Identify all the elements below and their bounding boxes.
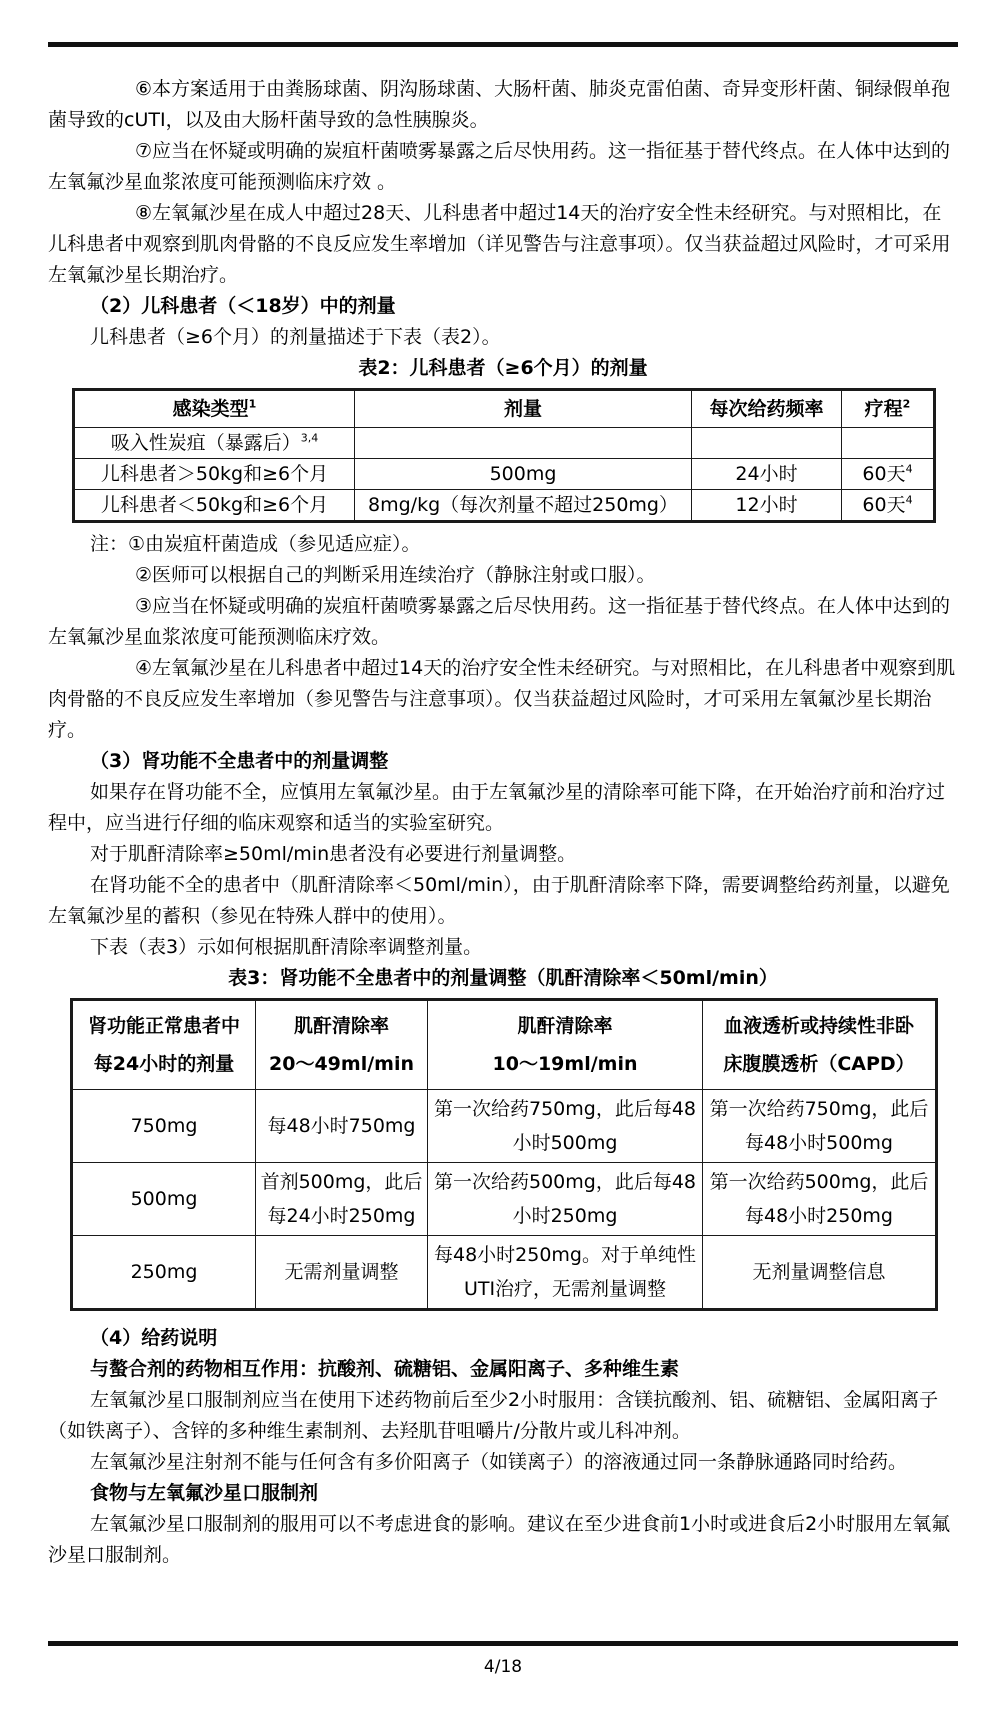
table-cell: 500mg [72,1163,256,1236]
cell-text: 8mg/kg（每次剂量不超过250mg） [368,493,678,516]
table-cell [355,428,692,459]
table-cell: 第一次给药500mg，此后每48小时250mg [428,1163,703,1236]
cell-line: 床腹膜透析（CAPD） [723,1053,915,1075]
cell-superscript: 1 [248,397,257,411]
table3-title: 表3：肾功能不全患者中的剂量调整（肌酐清除率＜50ml/min） [228,967,778,989]
table-cell: 每48小时750mg [256,1090,428,1163]
cell-line: 血液透析或持续性非卧 [723,1015,914,1037]
table-cell [692,490,842,522]
cell-text: 吸入性炭疽（暴露后） [110,431,301,454]
table-renal-dose-adjustment [70,998,938,1311]
heading-pediatric-dosage: （2）儿科患者（＜18岁）中的剂量 [90,295,396,317]
table-cell: 第一次给药750mg，此后每48小时500mg [428,1090,703,1163]
heading-administration: （4）给药说明 [90,1327,218,1349]
cell-text: 12小时 [735,493,798,516]
table-cell [703,1000,937,1090]
table-cell: 第一次给药750mg，此后每48小时500mg [703,1090,937,1163]
paragraph-admin-2: 左氧氟沙星注射剂不能与任何含有多价阳离子（如镁离子）的溶液通过同一条静脉通路同时给药。 [90,1451,908,1473]
table-cell [355,459,692,490]
table2-note-3: ③应当在怀疑或明确的炭疽杆菌喷雾暴露之后尽快用药。这一指征基于替代终点。在人体中达到的左氧氟沙星血浆浓度可能预测临床疗效。 [48,595,951,648]
table-row [74,428,935,459]
cell-text: 剂量 [503,397,542,420]
table-cell: 首剂500mg，此后每24小时250mg [256,1163,428,1236]
paragraph-renal-3: 在肾功能不全的患者中（肌酐清除率＜50ml/min），由于肌酐清除率下降，需要调整给药剂量，以避免左氧氟沙星的蓄积（参见在特殊人群中的使用）。 [48,874,950,927]
table-row [72,1236,937,1310]
cell-text: 儿科患者＜50kg和≥6个月 [100,493,329,516]
cell-text: 每次给药频率 [709,397,824,420]
table-header-row [74,390,935,428]
cell-text: 24小时 [735,462,798,485]
cell-text: 60天 [862,493,906,516]
table-cell: 第一次给药500mg，此后每48小时250mg [703,1163,937,1236]
table-cell: 每48小时250mg。对于单纯性UTI治疗，无需剂量调整 [428,1236,703,1310]
table-row [72,1090,937,1163]
table-header-row [72,1000,937,1090]
paragraph-item-6: ⑥本方案适用于由粪肠球菌、阴沟肠球菌、大肠杆菌、肺炎克雷伯菌、奇异变形杆菌、铜绿假单孢菌导致的cUTI，以及由大肠杆菌导致的急性胰腺炎。 [48,78,951,131]
table-cell [355,390,692,428]
cell-line: 每24小时的剂量 [93,1053,235,1075]
paragraph-pediatric-intro: 儿科患者（≥6个月）的剂量描述于下表（表2）。 [90,326,501,348]
table-cell: 250mg [72,1236,256,1310]
cell-line: 20～49ml/min [269,1053,414,1075]
table-cell: 无需剂量调整 [256,1236,428,1310]
paragraph-renal-1: 如果存在肾功能不全，应慎用左氧氟沙星。由于左氧氟沙星的清除率可能下降，在开始治疗前和治疗过程中，应当进行仔细的临床观察和适当的实验室研究。 [48,781,946,834]
cell-superscript: 3,4 [300,431,319,445]
table2-note-1: 注：①由炭疽杆菌造成（参见适应症）。 [90,533,421,555]
cell-superscript: 4 [905,462,913,476]
cell-text: 60天 [862,462,906,485]
cell-text: 500mg [489,462,557,485]
cell-superscript: 2 [902,397,911,411]
table-cell [842,490,935,522]
table-cell [428,1000,703,1090]
table-cell [256,1000,428,1090]
paragraph-item-7: ⑦应当在怀疑或明确的炭疽杆菌喷雾暴露之后尽快用药。这一指征基于替代终点。在人体中达到的左氧氟沙星血浆浓度可能预测临床疗效 。 [48,140,951,193]
heading-food-interaction: 食物与左氧氟沙星口服制剂 [90,1482,319,1504]
table-cell [692,390,842,428]
table-cell [692,428,842,459]
cell-line: 10～19ml/min [492,1053,638,1075]
table-cell [74,459,355,490]
cell-line: 肌酐清除率 [293,1015,389,1037]
paragraph-admin-1: 左氧氟沙星口服制剂应当在使用下述药物前后至少2小时服用：含镁抗酸剂、铝、硫糖铝、金属阳离子（如铁离子）、含锌的多种维生素制剂、去羟肌苷咀嚼片/分散片或儿科冲剂。 [48,1389,939,1442]
heading-renal-adjustment: （3）肾功能不全患者中的剂量调整 [90,750,389,772]
cell-text: 儿科患者＞50kg和≥6个月 [100,462,329,485]
bottom-rule [48,1641,958,1646]
cell-text: 疗程 [864,397,903,420]
table-cell: 750mg [72,1090,256,1163]
table-cell [355,490,692,522]
table-row [74,459,935,490]
cell-text: 感染类型 [172,397,249,420]
cell-line: 肌酐清除率 [517,1015,613,1037]
paragraph-item-8: ⑧左氧氟沙星在成人中超过28天、儿科患者中超过14天的治疗安全性未经研究。与对照相比，在儿科患者中观察到肌肉骨骼的不良反应发生率增加（详见警告与注意事项）。仅当获益超过风险时，才可采用左氧氟沙星长期治疗。 [48,202,951,286]
table-cell [842,459,935,490]
page-content [48,47,958,1571]
table-row [74,490,935,522]
heading-chelate-interaction: 与螯合剂的药物相互作用：抗酸剂、硫糖铝、金属阳离子、多种维生素 [90,1358,680,1380]
table-cell [842,390,935,428]
cell-line: 肾功能正常患者中 [87,1015,240,1037]
table-cell: 无剂量调整信息 [703,1236,937,1310]
table-cell [74,428,355,459]
table-row [72,1163,937,1236]
table2-note-2: ②医师可以根据自己的判断采用连续治疗（静脉注射或口服）。 [135,564,656,586]
table-cell [842,428,935,459]
table-pediatric-dosage [72,388,936,523]
paragraph-renal-4: 下表（表3）示如何根据肌酐清除率调整剂量。 [90,936,483,958]
paragraph-food-1: 左氧氟沙星口服制剂的服用可以不考虑进食的影响。建议在至少进食前1小时或进食后2小时服用左氧氟沙星口服制剂。 [48,1513,951,1566]
table2-title: 表2：儿科患者（≥6个月）的剂量 [358,357,648,379]
table2-note-4: ④左氧氟沙星在儿科患者中超过14天的治疗安全性未经研究。与对照相比，在儿科患者中观察到肌肉骨骼的不良反应发生率增加（参见警告与注意事项）。仅当获益超过风险时，才可采用左氧氟沙星长期治疗。 [48,657,956,741]
table-cell [74,390,355,428]
table-cell [72,1000,256,1090]
table-cell [692,459,842,490]
page-number: 4/18 [483,1657,523,1677]
cell-superscript: 4 [905,493,913,507]
paragraph-renal-2: 对于肌酐清除率≥50ml/min患者没有必要进行剂量调整。 [90,843,577,865]
table-cell [74,490,355,522]
